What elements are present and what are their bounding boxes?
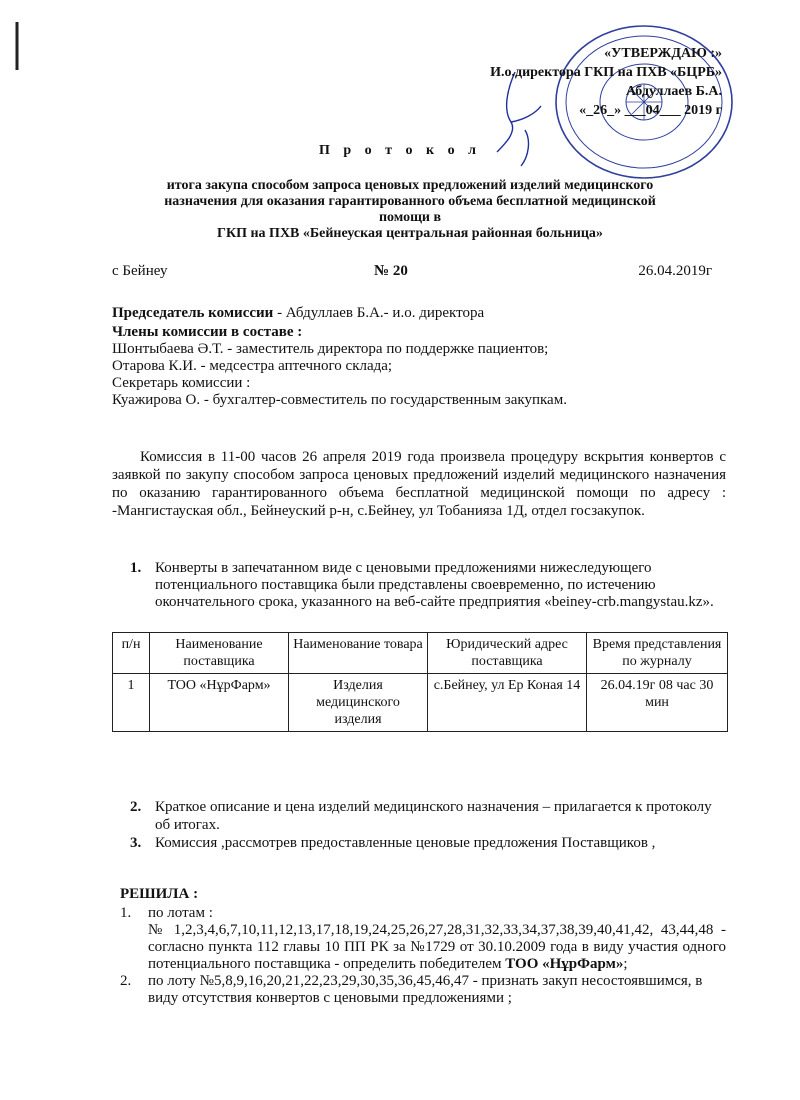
protocol-date: 26.04.2019г xyxy=(638,263,712,279)
winner-name: ТОО «НұрФарм» xyxy=(505,956,624,972)
decision-label: РЕШИЛА : xyxy=(120,886,199,902)
supplier-table xyxy=(112,632,728,732)
column-header: Время представления по журналу xyxy=(587,633,728,674)
decision-list xyxy=(120,905,726,1007)
list-item xyxy=(120,905,726,973)
table-cell: 1 xyxy=(113,674,150,732)
members-label: Члены комиссии в составе : xyxy=(112,324,303,340)
list-number: 2. xyxy=(120,973,132,989)
member-line: Отарова К.И. - медсестра аптечного склада; xyxy=(112,358,393,374)
table-header-row xyxy=(113,633,728,674)
subtitle-line: ГКП на ПХВ «Бейнеуская центральная районная больница» xyxy=(217,226,603,241)
table-cell: 26.04.19г 08 час 30 мин xyxy=(587,674,728,732)
subtitle-line: итога закупа способом запроса ценовых предложений изделий медицинского xyxy=(166,178,654,193)
list-number: 3. xyxy=(130,835,142,851)
list-tail: ; xyxy=(623,956,628,972)
list-item xyxy=(130,560,725,611)
approval-line: Абдуллаев Б.А. xyxy=(625,84,722,99)
subtitle-line: помощи в xyxy=(378,210,442,225)
list-text: по лоту №5,8,9,16,20,21,22,23,29,30,35,36,45,46,47 - признать закуп несостоявшимся, в виду отсутствия конвертов с ценовыми предложениями ; xyxy=(148,973,703,1006)
list-text: Краткое описание и цена изделий медицинского назначения – прилагается к протоколу об итогах. xyxy=(155,799,712,833)
table-row xyxy=(113,674,728,732)
chair-label: Председатель комиссии xyxy=(112,305,274,321)
numbered-list xyxy=(130,560,725,611)
margin-mark xyxy=(14,22,20,70)
chair-value: - Абдуллаев Б.А.- и.о. директора xyxy=(273,305,485,321)
list-number: 1. xyxy=(120,905,132,921)
table-cell: Изделия медицинского изделия xyxy=(289,674,428,732)
document-subtitle xyxy=(120,178,700,242)
place: с Бейнеу xyxy=(112,263,168,279)
protocol-number: № 20 xyxy=(374,263,408,279)
list-text: № 1,2,3,4,6,7,10,11,12,13,17,18,19,24,25,26,27,28,31,32,33,34,37,38,39,40,41,42, 43,44,48 - согласно пункта 112 главы 10 ПП РК за №1729 от 30.10.2009 года в виду участия одного потенциального поставщика - определить победителем xyxy=(148,922,726,972)
approval-line: «УТВЕРЖДАЮ :» xyxy=(604,46,722,61)
list-number: 1. xyxy=(130,560,142,576)
table-cell: с.Бейнеу, ул Ер Коная 14 xyxy=(428,674,587,732)
approval-line: И.о.директора ГКП на ПХВ «БЦРБ» xyxy=(490,65,722,80)
column-header: Наименование товара xyxy=(289,633,428,674)
list-text: Конверты в запечатанном виде с ценовыми предложениями нижеследующего потенциального поставщика были представлены своевременно, по истечению окончательного срока, указанного на веб-сайте предприятия «beiney-crb.mangystau.kz». xyxy=(155,560,714,610)
commission-block xyxy=(112,305,722,409)
list-number: 2. xyxy=(130,799,142,815)
list-lead: по лотам : xyxy=(148,905,213,921)
approval-block xyxy=(490,44,722,120)
approval-line: «_26_» ___04___ 2019 г xyxy=(579,103,722,118)
list-item xyxy=(130,834,725,852)
numbered-list xyxy=(130,798,725,852)
secretary-label: Секретарь комиссии : xyxy=(112,375,251,391)
column-header: Юридический адрес поставщика xyxy=(428,633,587,674)
column-header: Наименование поставщика xyxy=(150,633,289,674)
list-text: Комиссия ,рассмотрев предоставленные ценовые предложения Поставщиков , xyxy=(155,835,656,851)
secretary-line: Куажирова О. - бухгалтер-совместитель по государственным закупкам. xyxy=(112,392,567,408)
list-item xyxy=(130,798,725,834)
member-line: Шонтыбаева Ә.Т. - заместитель директора по поддержке пациентов; xyxy=(112,341,549,357)
column-header: п/н xyxy=(113,633,150,674)
subtitle-line: назначения для оказания гарантированного объема бесплатной медицинской xyxy=(164,194,656,209)
list-item xyxy=(120,973,726,1007)
intro-paragraph: Комиссия в 11-00 часов 26 апреля 2019 года произвела процедуру вскрытия конвертов с заявкой по закупу способом запроса ценовых предложений изделий медицинского назначения по оказанию гарантированного объема бесплатной медицинской помощи по адресу : -Мангистауская обл., Бейнеуский р-н, с.Бейнеу, ул Тобанияза 1Д, отдел госзакупок. xyxy=(112,449,726,519)
table-cell: ТОО «НұрФарм» xyxy=(150,674,289,732)
document-title: П р о т о к о л xyxy=(319,143,481,158)
